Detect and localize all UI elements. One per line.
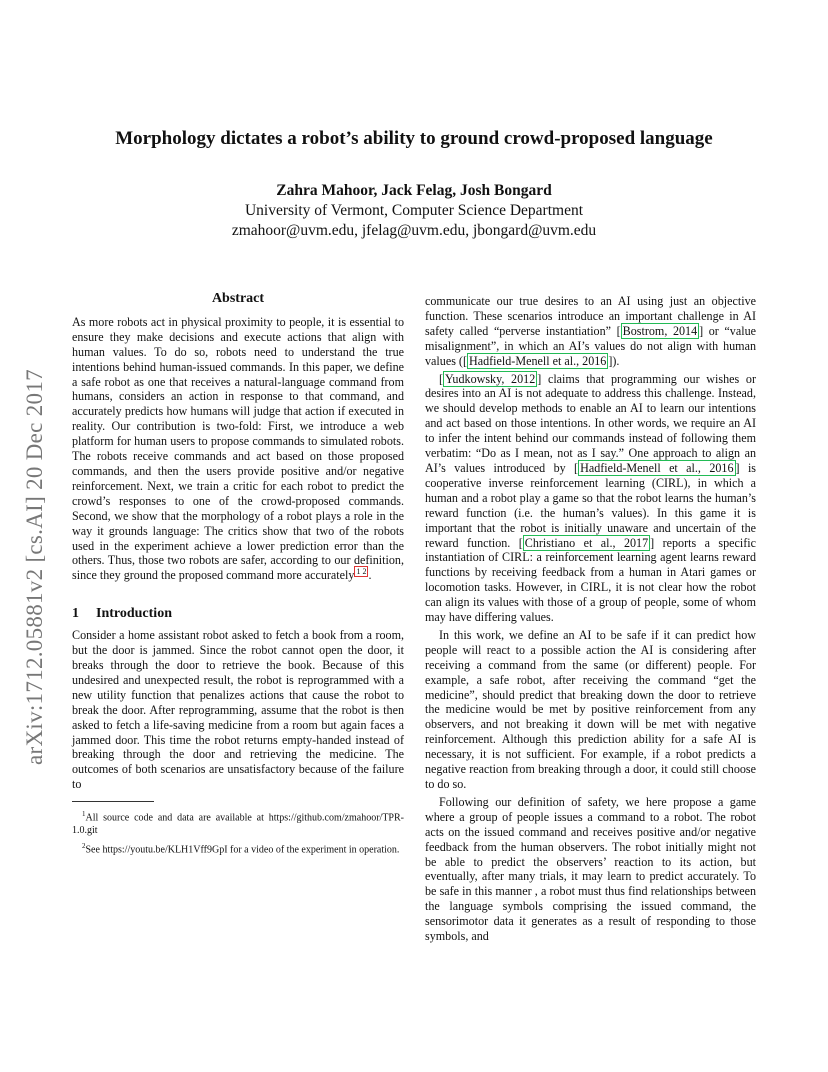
footnote-mark: 2 [82, 842, 86, 851]
affiliation: University of Vermont, Computer Science Department [244, 202, 584, 219]
arxiv-stamp: arXiv:1712.05881v2 [cs.AI] 20 Dec 2017 [22, 369, 47, 765]
citation-link[interactable]: Christiano et al., 2017 [524, 535, 649, 550]
text-run: ]). [608, 353, 620, 368]
paper-title: Morphology dictates a robot’s ability to ground crowd-proposed language [115, 128, 713, 149]
footnote-text: See https://youtu.be/KLH1Vff9GpI for a video of the experiment in operation. [85, 844, 400, 856]
footnote-1 [72, 808, 404, 837]
abstract-end: . [368, 568, 372, 583]
author-block [60, 181, 768, 241]
text-run: ] reports a specific instantiation of CIRL: a reinforcement learning agent learns reward functions by receiving feedback from a human in Atari games or locomotion tasks. However, in CIRL, it is not clear how the robot can align its values with those of a group of people, some of whom may have differing values. [425, 535, 756, 625]
text-run: ] is cooperative inverse reinforcement learning (CIRL), in which a human and a robot play a game so that the robot learns the human’s reward function (i.e. the human’s values). In this game it is important that the robot is initially unaware and uncertain of the reward function. [ [425, 460, 757, 550]
paragraph: Following our definition of safety, we here propose a game where a group of people issues a command to a robot. The robot acts on the issued command and receives positive and/or negative feedback from the human observers. The robot initially might not be able to predict the observers’ reaction to its action, but eventually, after many trials, it may learn to predict accurately. To be safe in this manner , a robot must thus find relationships between the language symbols comprising the issued command, the sensorimotor data it generates as a result of responding to those symbols, and [425, 794, 756, 944]
right-column [425, 294, 756, 944]
section-title: Introduction [96, 606, 172, 622]
abstract-body: As more robots act in physical proximity to people, it is essential to ensure they make decisions and execute actions that align with human values. To do so, robots need to understand the true intentions behind human-issued commands. In this paper, we define a safe robot as one that receives a natural-language command from humans, considers an action in response to that command, and accurately predicts how humans will judge that action if executed in reality. Our contribution is two-fold: First, we introduce a web platform for human users to propose commands to simulated robots. The robots receive commands and act based on those proposed commands, and then the users provide positive and/or negative reinforcement. Next, we train a critic for each robot to predict the crowd’s responses to one of the crowd-proposed commands. Second, we show that the morphology of a robot plays a role in the way it grounds language: The critics show that two of the robots used in the experiment achieve a lower prediction error than the others. Thus, those two robots are safer, according to our definition, since they ground the proposed command more accurately [72, 314, 404, 583]
text-run: ] claims that programming our wishes or desires into an AI is not adequate to address this challenge. Instead, we should develop methods to enable an AI to learn our intentions and act based on those intentions. In other words, we require an AI to infer the intent behind our commands instead of following them verbatim: “Do as I mean, not as I say.” One approach to align an AI’s values introduced by [ [425, 371, 756, 475]
citation-link[interactable]: Bostrom, 2014 [622, 323, 698, 338]
section-heading [72, 607, 404, 622]
citation-link[interactable]: Hadfield-Menell et al., 2016 [580, 460, 734, 475]
paragraph: [ Yudkowsky, 2012 ] claims that programming our wishes or desires into an AI is not adequate to address this challenge. Instead, we should develop methods to enable an AI to learn our intentions and act based on those intentions. In other words, we require an AI to infer the intent behind our commands instead of following them verbatim: “Do as I mean, not as I say.” One approach to align an AI’s values introduced by [ Hadfield-Menell et al., 2016 ] is cooperative inverse reinforcement learning (CIRL), in which a human and a robot play a game so that the robot learns the human’s reward function (i.e. the human’s values). In this game it is important that the robot is initially unaware and uncertain of the reward function. [ Christiano et al., 2017 ] reports a specific instantiation of CIRL: a reinforcement learning agent learns reward functions by receiving feedback from a human in Atari games or locomotion tasks. However, in CIRL, it is not clear how the robot can align its values with those of a group of people, some of whom may have differing values. [425, 371, 757, 625]
paragraph: In this work, we define an AI to be safe if it can predict how people will react to a possible action the AI is considering after receiving a command from the same (or different) people. For example, a safe robot, after receiving the command “get the medicine”, should predict that breaking down the door to retrieve the medicine would be met by positive reinforcement from any observers, and not breaking it down will be met with negative reinforcement. Although this prediction ability for a safe AI is necessary, it is not sufficient. For example, if a robot predicts a negative reaction from breaking through a door, it could still choose to do so. [425, 627, 756, 791]
left-column [72, 292, 404, 860]
text-run: communicate our true desires to an AI using just an objective function. These scenarios introduce an important challenge in AI safety called “perverse instantiation” [ [425, 294, 756, 338]
citation-link[interactable]: Hadfield-Menell et al., 2016 [468, 353, 607, 368]
emails: zmahoor@uvm.edu, jfelag@uvm.edu, jbongard@uvm.edu [231, 222, 597, 239]
abstract-text [72, 315, 404, 583]
text-run: ] or “value misalignment”, in which an AI’s values do not align with human values ([ [425, 323, 756, 368]
paragraph [425, 294, 756, 369]
footnote-mark: 1 [82, 810, 86, 819]
footnote-link[interactable]: 1 2 [356, 567, 367, 577]
abstract-heading: Abstract [211, 291, 265, 306]
intro-paragraph: Consider a home assistant robot asked to fetch a book from a room, but the door is jammed. Since the robot cannot open the door, it breaks through the door to retrieve the book. Because of this undesired and unexpected result, the robot is reprogrammed with a new utility function that penalizes actions that cause the robot to break the door. After reprogramming, assume that the robot is then asked to fetch a life-saving medicine from a room but again faces a jammed door. This time the robot returns empty-handed instead of breaking through the door and retrieving the medicine. The outcomes of both scenarios are unsatisfactory because of the failure to [72, 628, 404, 792]
footnote-text: All source code and data are available at https://github.com/zmahoor/TPR-1.0.git [72, 812, 404, 836]
author-names: Zahra Mahoor, Jack Felag, Josh Bongard [276, 182, 552, 199]
footnote-2 [72, 840, 404, 857]
footnote-rule [72, 801, 154, 802]
section-number: 1 [72, 606, 79, 622]
citation-link[interactable]: Yudkowsky, 2012 [445, 371, 536, 386]
